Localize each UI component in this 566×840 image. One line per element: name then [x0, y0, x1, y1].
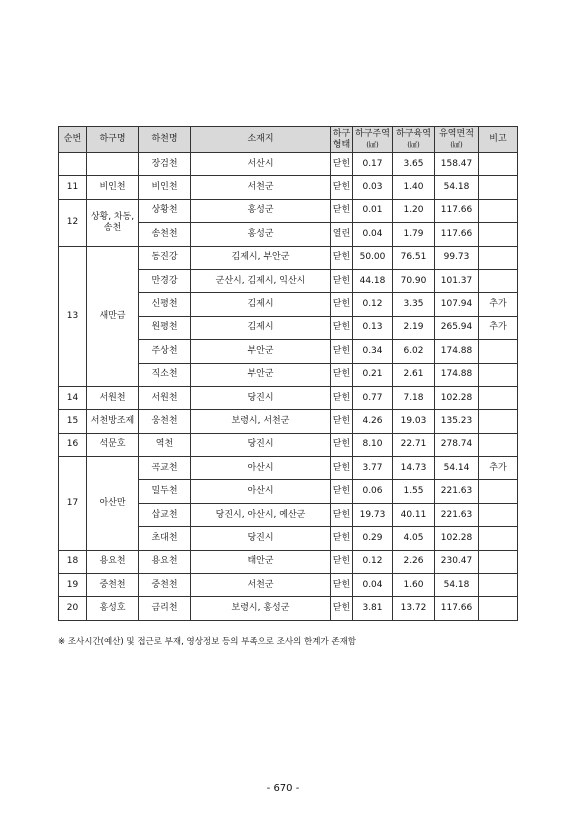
cell-location: 서산시 — [191, 153, 331, 176]
header-row — [59, 127, 518, 153]
cell-no: 18 — [59, 550, 87, 573]
cell-estuary-land: 1.55 — [393, 480, 435, 503]
cell-estuary-main: 44.18 — [353, 269, 393, 292]
cell-note — [479, 340, 518, 363]
cell-watershed: 107.94 — [435, 293, 479, 316]
cell-estuary-main: 3.77 — [353, 457, 393, 480]
cell-stream: 신평천 — [139, 293, 191, 316]
cell-note — [479, 223, 518, 246]
cell-note: 추가 — [479, 316, 518, 339]
cell-type: 닫힌 — [331, 410, 353, 433]
cell-stream: 웅천천 — [139, 410, 191, 433]
cell-location: 김제시 — [191, 316, 331, 339]
cell-note: 추가 — [479, 457, 518, 480]
col-header-location: 소재지 — [191, 127, 331, 153]
cell-watershed: 174.88 — [435, 363, 479, 386]
cell-estuary-main: 0.34 — [353, 340, 393, 363]
cell-location: 서천군 — [191, 176, 331, 199]
cell-location: 부안군 — [191, 340, 331, 363]
cell-stream: 역천 — [139, 433, 191, 456]
type-line2: 형태 — [332, 139, 351, 150]
cell-river: 서원천 — [87, 386, 139, 409]
cell-type: 닫힌 — [331, 597, 353, 620]
cell-type: 닫힌 — [331, 316, 353, 339]
cell-river: 비인천 — [87, 176, 139, 199]
cell-estuary-main: 0.29 — [353, 527, 393, 550]
cell-stream: 밀두천 — [139, 480, 191, 503]
cell-estuary-main: 0.13 — [353, 316, 393, 339]
cell-estuary-main: 0.21 — [353, 363, 393, 386]
cell-estuary-land: 40.11 — [393, 503, 435, 526]
cell-no: 16 — [59, 433, 87, 456]
cell-note — [479, 363, 518, 386]
wa-unit: (㎢) — [450, 140, 463, 149]
cell-stream: 주상천 — [139, 340, 191, 363]
cell-note: 추가 — [479, 293, 518, 316]
cell-type: 닫힌 — [331, 246, 353, 269]
ew-unit: (㎢) — [407, 140, 420, 149]
cell-stream: 동진강 — [139, 246, 191, 269]
cell-location: 김제시 — [191, 293, 331, 316]
cell-river: 서천방조제 — [87, 410, 139, 433]
cell-estuary-land: 1.60 — [393, 574, 435, 597]
ew-line1: 하구육역 — [396, 128, 431, 139]
cell-estuary-main: 3.81 — [353, 597, 393, 620]
cell-estuary-main: 0.03 — [353, 176, 393, 199]
table-row — [59, 550, 518, 573]
cell-type: 닫힌 — [331, 480, 353, 503]
cell-type: 닫힌 — [331, 527, 353, 550]
table-row — [59, 386, 518, 409]
cell-watershed: 54.18 — [435, 574, 479, 597]
cell-note — [479, 199, 518, 222]
col-header-stream: 하천명 — [139, 127, 191, 153]
cell-stream: 삽교천 — [139, 503, 191, 526]
cell-type: 닫힌 — [331, 457, 353, 480]
cell-type: 닫힌 — [331, 363, 353, 386]
cell-estuary-land: 2.26 — [393, 550, 435, 573]
cell-note — [479, 550, 518, 573]
cell-watershed: 102.28 — [435, 386, 479, 409]
table-row — [59, 597, 518, 620]
cell-watershed: 278.74 — [435, 433, 479, 456]
cell-stream: 금리천 — [139, 597, 191, 620]
footnote: ※ 조사시간(예산) 및 접근로 부재, 영상정보 등의 부족으로 조사의 한계가 존재함 — [58, 637, 357, 647]
cell-note — [479, 574, 518, 597]
cell-estuary-land: 2.19 — [393, 316, 435, 339]
cell-watershed: 117.66 — [435, 597, 479, 620]
cell-river: 중천천 — [87, 574, 139, 597]
cell-type: 닫힌 — [331, 574, 353, 597]
cell-stream: 초대천 — [139, 527, 191, 550]
cell-type: 닫힌 — [331, 153, 353, 176]
cell-stream: 비인천 — [139, 176, 191, 199]
cell-stream: 장검천 — [139, 153, 191, 176]
cell-estuary-land: 1.40 — [393, 176, 435, 199]
cell-no: 13 — [59, 246, 87, 386]
table-row — [59, 199, 518, 222]
cell-no — [59, 153, 87, 176]
cell-location: 홍성군 — [191, 223, 331, 246]
table-row — [59, 176, 518, 199]
col-header-estuary-land — [393, 127, 435, 153]
cell-stream: 만경강 — [139, 269, 191, 292]
cell-estuary-land: 1.79 — [393, 223, 435, 246]
cell-estuary-main: 0.04 — [353, 574, 393, 597]
col-header-river: 하구명 — [87, 127, 139, 153]
cell-stream: 용요천 — [139, 550, 191, 573]
cell-note — [479, 410, 518, 433]
cell-river: 석문호 — [87, 433, 139, 456]
cell-type: 닫힌 — [331, 550, 353, 573]
cell-estuary-main: 4.26 — [353, 410, 393, 433]
cell-estuary-land: 1.20 — [393, 199, 435, 222]
cell-estuary-main: 0.04 — [353, 223, 393, 246]
cell-note — [479, 176, 518, 199]
cell-location: 보령시, 홍성군 — [191, 597, 331, 620]
cell-note — [479, 480, 518, 503]
cell-note — [479, 527, 518, 550]
cell-type: 닫힌 — [331, 176, 353, 199]
cell-stream: 원평천 — [139, 316, 191, 339]
cell-no: 20 — [59, 597, 87, 620]
cell-location: 당진시 — [191, 386, 331, 409]
cell-watershed: 174.88 — [435, 340, 479, 363]
cell-location: 아산시 — [191, 457, 331, 480]
cell-stream: 직소천 — [139, 363, 191, 386]
cell-estuary-land: 19.03 — [393, 410, 435, 433]
cell-estuary-land: 76.51 — [393, 246, 435, 269]
table-row — [59, 457, 518, 480]
cell-estuary-main: 0.06 — [353, 480, 393, 503]
cell-estuary-land: 7.18 — [393, 386, 435, 409]
cell-estuary-main: 8.10 — [353, 433, 393, 456]
cell-estuary-land: 70.90 — [393, 269, 435, 292]
cell-river: 상황, 차동, 송천 — [87, 199, 139, 246]
cell-location: 김제시, 부안군 — [191, 246, 331, 269]
cell-watershed: 102.28 — [435, 527, 479, 550]
cell-river: 용요천 — [87, 550, 139, 573]
cell-note — [479, 433, 518, 456]
estuary-table — [58, 126, 518, 621]
cell-watershed: 221.63 — [435, 503, 479, 526]
col-header-no: 순번 — [59, 127, 87, 153]
table-row — [59, 153, 518, 176]
cell-watershed: 54.14 — [435, 457, 479, 480]
cell-estuary-land: 2.61 — [393, 363, 435, 386]
cell-stream: 송천천 — [139, 223, 191, 246]
cell-location: 홍성군 — [191, 199, 331, 222]
wa-line1: 유역면적 — [439, 128, 474, 139]
cell-estuary-main: 0.77 — [353, 386, 393, 409]
cell-location: 부안군 — [191, 363, 331, 386]
table-row — [59, 574, 518, 597]
cell-estuary-land: 13.72 — [393, 597, 435, 620]
cell-location: 군산시, 김제시, 익산시 — [191, 269, 331, 292]
cell-type: 닫힌 — [331, 386, 353, 409]
cell-note — [479, 153, 518, 176]
cell-estuary-main: 0.01 — [353, 199, 393, 222]
cell-watershed: 99.73 — [435, 246, 479, 269]
cell-note — [479, 503, 518, 526]
cell-estuary-main: 0.17 — [353, 153, 393, 176]
cell-note — [479, 269, 518, 292]
cell-no: 17 — [59, 457, 87, 551]
page-number: - 670 - — [266, 783, 300, 794]
cell-river: 아산만 — [87, 457, 139, 551]
cell-watershed: 117.66 — [435, 199, 479, 222]
cell-no: 12 — [59, 199, 87, 246]
cell-type: 닫힌 — [331, 340, 353, 363]
cell-estuary-land: 4.05 — [393, 527, 435, 550]
table-row — [59, 410, 518, 433]
cell-estuary-land: 14.73 — [393, 457, 435, 480]
cell-type: 닫힌 — [331, 433, 353, 456]
cell-no: 11 — [59, 176, 87, 199]
cell-location: 당진시 — [191, 433, 331, 456]
cell-stream: 곡교천 — [139, 457, 191, 480]
cell-estuary-main: 50.00 — [353, 246, 393, 269]
cell-location: 보령시, 서천군 — [191, 410, 331, 433]
cell-no: 14 — [59, 386, 87, 409]
cell-estuary-land: 3.65 — [393, 153, 435, 176]
cell-location: 당진시 — [191, 527, 331, 550]
cell-note — [479, 386, 518, 409]
cell-estuary-land: 22.71 — [393, 433, 435, 456]
col-header-type — [331, 127, 353, 153]
cell-estuary-main: 0.12 — [353, 550, 393, 573]
cell-stream: 서원천 — [139, 386, 191, 409]
cell-type: 닫힌 — [331, 503, 353, 526]
cell-location: 당진시, 아산시, 예산군 — [191, 503, 331, 526]
cell-river — [87, 153, 139, 176]
table-row — [59, 246, 518, 269]
col-header-watershed — [435, 127, 479, 153]
cell-estuary-main: 19.73 — [353, 503, 393, 526]
cell-type: 닫힌 — [331, 199, 353, 222]
cell-estuary-land: 3.35 — [393, 293, 435, 316]
cell-location: 태안군 — [191, 550, 331, 573]
type-line1: 하구 — [332, 128, 351, 139]
cell-watershed: 54.18 — [435, 176, 479, 199]
eh-line1: 하구주역 — [355, 128, 390, 139]
cell-watershed: 117.66 — [435, 223, 479, 246]
cell-estuary-land: 6.02 — [393, 340, 435, 363]
cell-note — [479, 246, 518, 269]
cell-estuary-main: 0.12 — [353, 293, 393, 316]
cell-watershed: 230.47 — [435, 550, 479, 573]
cell-watershed: 158.47 — [435, 153, 479, 176]
cell-river: 홍성호 — [87, 597, 139, 620]
cell-type: 닫힌 — [331, 293, 353, 316]
table-row — [59, 433, 518, 456]
cell-no: 15 — [59, 410, 87, 433]
cell-location: 서천군 — [191, 574, 331, 597]
cell-note — [479, 597, 518, 620]
cell-river: 새만금 — [87, 246, 139, 386]
cell-no: 19 — [59, 574, 87, 597]
col-header-estuary-main — [353, 127, 393, 153]
cell-watershed: 265.94 — [435, 316, 479, 339]
cell-type: 열린 — [331, 223, 353, 246]
eh-unit: (㎢) — [366, 140, 379, 149]
cell-watershed: 101.37 — [435, 269, 479, 292]
cell-stream: 상황천 — [139, 199, 191, 222]
cell-watershed: 135.23 — [435, 410, 479, 433]
col-header-note: 비고 — [479, 127, 518, 153]
table-body — [59, 153, 518, 621]
cell-stream: 중천천 — [139, 574, 191, 597]
cell-location: 아산시 — [191, 480, 331, 503]
cell-type: 닫힌 — [331, 269, 353, 292]
cell-watershed: 221.63 — [435, 480, 479, 503]
